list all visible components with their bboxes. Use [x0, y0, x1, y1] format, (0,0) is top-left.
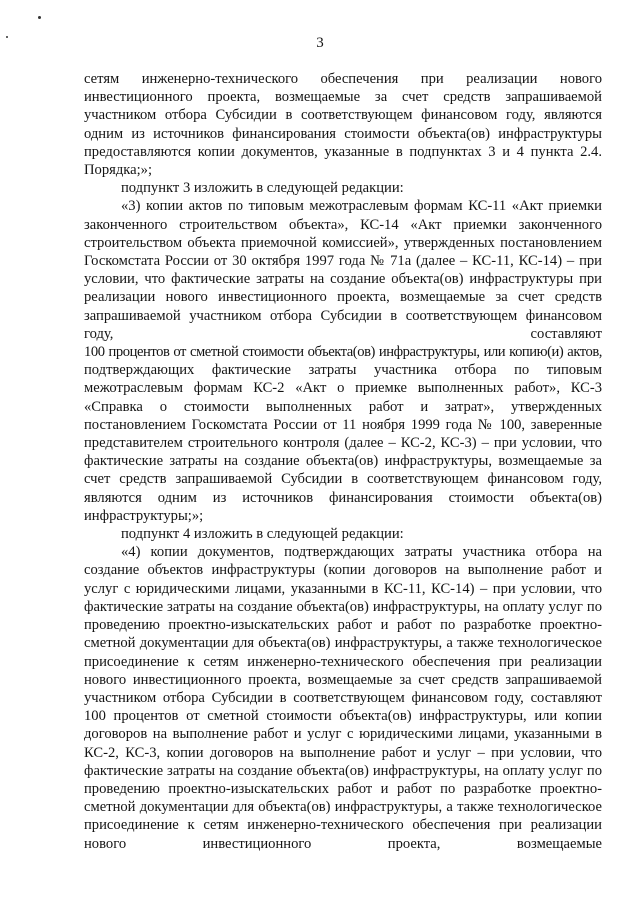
paragraph-subitem-3-text: [84, 197, 602, 343]
subitem-3-text-end: подтверждающих фактические затраты участника отбора по типовым межотраслевым формам КС-2 «Акт о приемке выполненных работ», КС-3 «Справка о стоимости выполненных работ и затрат», утвержденных постановлением Госкомстата России от 11 ноября 1999 года № 100, заверенные представителем строительного контроля (далее – КС-2, КС-3) – при условии, что фактические затраты на создание объекта(ов) инфраструктуры, возмещаемые за счет средств запрашиваемой Субсидии в соответствующем финансовом году, являются одним из источников финансирования стоимости объекта(ов) инфраструктуры;»;: [84, 362, 602, 524]
subitem-3-dense-line: 100 процентов от сметной стоимости объекта(ов) инфраструктуры, или копию(и) актов,: [84, 344, 602, 361]
page-number: 3: [316, 35, 324, 51]
scan-speck: [38, 16, 41, 19]
paragraph-subitem-3-heading: подпункт 3 изложить в следующей редакции:: [121, 180, 404, 197]
paragraph-subitem-4-heading: подпункт 4 изложить в следующей редакции:: [121, 526, 404, 543]
subitem-3-text-start: «3) копии актов по типовым межотраслевым формам КС-11 «Акт приемки законченного строительством объекта», КС-14 «Акт приемки законченного строительством объекта приемочной комиссией», утвержденных постановлением Госкомстата России от 30 октября 1997 года № 71а (далее – КС-11, КС-14) – при условии, что фактические затраты на создание объекта(ов) инфраструктуры при реализации нового инвестиционного проекта, возмещаемые за счет средств запрашиваемой участником отбора Субсидии в соответствующем финансовом году, составляют: [84, 198, 602, 342]
paragraph-subitem-4-text: «4) копии документов, подтверждающих затраты участника отбора на создание объектов инфраструктуры (копии договоров на выполнение работ и услуг с юридическими лицами, указанными в КС-11, КС-14) – при условии, что фактические затраты на создание объекта(ов) инфраструктуры, на оплату услуг по проведению проектно-изыскательских работ и работ по разработке проектно-сметной документации для объекта(ов) инфраструктуры, а также технологическое присоединение к сетям инженерно-технического обеспечения при реализации нового инвестиционного проекта, возмещаемые за счет средств запрашиваемой участником отбора Субсидии в соответствующем финансовом году, составляют 100 процентов от сметной стоимости объекта(ов) инфраструктуры, или копии договоров на выполнение работ и услуг с юридическими лицами, указанными в КС-2, КС-3, копии договоров на выполнение работ и услуг – при условии, что фактические затраты на создание объекта(ов) инфраструктуры, на оплату услуг по проведению проектно-изыскательских работ и работ по разработке проектно-сметной документации для объекта(ов) инфраструктуры, а также технологическое присоединение к сетям инженерно-технического обеспечения при реализации нового инвестиционного проекта, возмещаемые: [84, 544, 602, 852]
document-body: [84, 70, 602, 853]
paragraph-continuation: сетям инженерно-технического обеспечения при реализации нового инвестиционного проекта, возмещаемые за счет средств запрашиваемой участником отбора Субсидии в соответствующем финансовом году, являются одним из источников финансирования стоимости объекта(ов) инфраструктуры предоставляются копии документов, указанные в подпунктах 3 и 4 пункта 2.4. Порядка;»;: [84, 71, 602, 179]
